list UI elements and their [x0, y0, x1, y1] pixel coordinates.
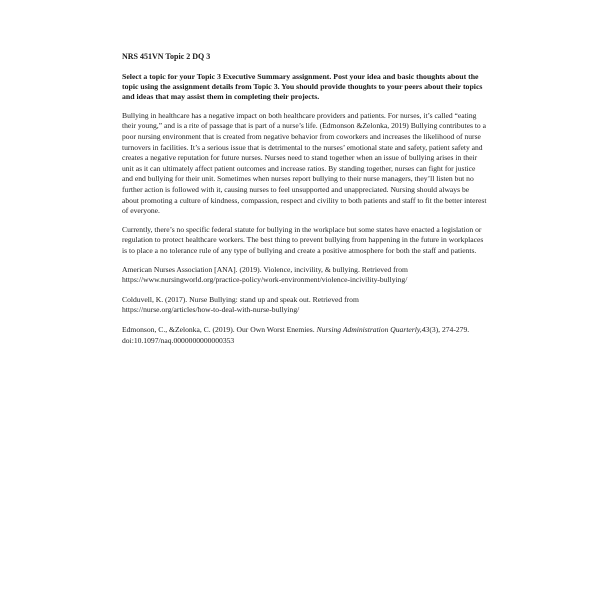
document-title: NRS 451VN Topic 2 DQ 3 — [122, 52, 211, 61]
reference-colduvell-text: Colduvell, K. (2017). Nurse Bullying: stand up and speak out. Retrieved from — [122, 294, 359, 304]
reference-colduvell-url: https://nurse.org/articles/how-to-deal-with-nurse-bullying/ — [122, 305, 300, 315]
reference-ana-text: American Nurses Association [ANA]. (2019). Violence, incivility, & bullying. Retrieved from — [122, 264, 408, 274]
reference-edmonson-journal: Nursing Administration Quarterly, — [316, 324, 422, 334]
body-paragraph-2: Currently, there’s no specific federal statute for bullying in the workplace but some states have enacted a legislation or regulation to protect healthcare workers. The best thing to prevent bullying from happening in the future in workplaces is to place a no tolerance rule of any type of bullying and create a positive atmosphere for both the staff and patients. — [122, 224, 484, 255]
reference-colduvell — [122, 295, 487, 316]
body-paragraph-1: Bullying in healthcare has a negative impact on both healthcare providers and patients. For nurses, it’s called “eating their young,” and is a rite of passage that is part of a nurse’s life. (Edmonson &Zelonka, 2019) Bullying contributes to a poor nursing environment that is created from negative behavior from coworkers and increases the likelihood of nurse turnovers in facilities. It’s a serious issue that is detrimental to the nurses’ emotional state and safety, patient safety and creates a negative reputation for future nurses. Nurses need to stand together when an issue of bullying arises in their unit as it can ultimately affect patient outcomes and increase ratios. By standing together, nurses can fight for justice and end bullying for their unit. Sometimes when nurses report bullying to their nurse managers, they’ll listen but no further action is followed with it, causing nurses to feel unsupported and unappreciated. Nursing should always be about promoting a culture of kindness, compassion, respect and civility to both patients and staff to fit the better interest of everyone. — [122, 110, 487, 216]
reference-ana-url: https://www.nursingworld.org/practice-policy/work-environment/violence-incivility-bullying/ — [122, 275, 408, 285]
reference-edmonson — [122, 325, 487, 346]
assignment-prompt: Select a topic for your Topic 3 Executive Summary assignment. Post your idea and basic thoughts about the topic using the assignment details from Topic 3. You should provide thoughts to your peers about their topics and ideas that may assist them in completing their projects. — [122, 71, 483, 102]
reference-edmonson-prefix: Edmonson, C., &Zelonka, C. (2019). Our Own Worst Enemies. — [122, 324, 315, 334]
reference-edmonson-suffix: (3), 274-279. doi:10.1097/naq.0000000000000353 — [122, 324, 470, 345]
reference-ana — [122, 265, 487, 286]
reference-edmonson-volume: 43 — [421, 324, 430, 334]
document-page — [122, 52, 487, 355]
